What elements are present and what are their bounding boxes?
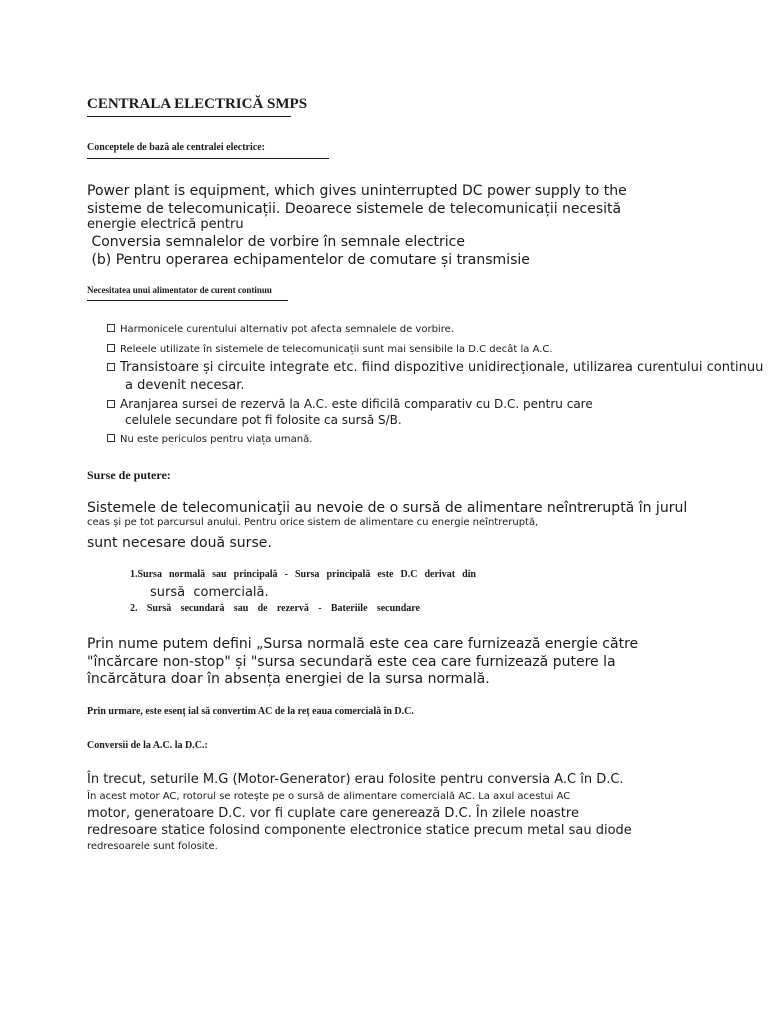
source-item-primary: 1.Sursa normală sau principală - Sursa principală este D.C derivat din — [130, 569, 476, 580]
source-item-continuation: sursă comercială. — [150, 585, 269, 600]
bullet-item-continuation: a devenit necesar. — [125, 378, 245, 393]
checkbox-bullet-icon — [107, 344, 115, 352]
heading-underline — [87, 158, 329, 159]
heading-underline — [87, 300, 288, 301]
bullet-item-continuation: celulele secundare pot fi folosite ca sursă S/B. — [125, 413, 402, 427]
source-item-secondary: 2. Sursă secundară sau de rezervă - Bateriile secundare — [130, 603, 420, 614]
paragraph-line: ceas și pe tot parcursul anului. Pentru orice sistem de alimentare cu energie neîntreruptă, — [87, 517, 539, 528]
list-item: (b) Pentru operarea echipamentelor de comutare și transmisie — [87, 252, 530, 268]
checkbox-bullet-icon — [107, 400, 115, 408]
bullet-item: Aranjarea sursei de rezervă la A.C. este dificilă comparativ cu D.C. pentru care — [107, 397, 593, 411]
paragraph-line: încărcătura doar în absența energiei de la sursa normală. — [87, 671, 490, 687]
bullet-item: Transistoare și circuite integrate etc. fiind dispozitive unidirecționale, utilizarea curentului continuu — [107, 360, 763, 375]
paragraph-line: În trecut, seturile M.G (Motor-Generator) erau folosite pentru conversia A.C în D.C. — [87, 772, 624, 787]
bullet-item: Harmonicele curentului alternativ pot afecta semnalele de vorbire. — [107, 324, 454, 335]
conclusion-line: Prin urmare, este esenț ial să convertim AC de la reț eaua comercială în D.C. — [87, 706, 414, 717]
checkbox-bullet-icon — [107, 324, 115, 332]
paragraph-line: motor, generatoare D.C. vor fi cuplate care generează D.C. În zilele noastre — [87, 806, 579, 821]
section-heading-basic-concepts: Conceptele de bază ale centralei electrice: — [87, 142, 265, 153]
section-heading-power-sources: Surse de putere: — [87, 468, 171, 482]
paragraph-line: Prin nume putem defini „Sursa normală este cea care furnizează energie către — [87, 636, 639, 652]
paragraph-line: sisteme de telecomunicații. Deoarece sistemele de telecomunicații necesită — [87, 201, 622, 217]
paragraph-line: redresoare statice folosind componente electronice statice precum metal sau diode — [87, 823, 632, 838]
checkbox-bullet-icon — [107, 363, 115, 371]
bullet-item: Nu este periculos pentru viața umană. — [107, 434, 312, 445]
checkbox-bullet-icon — [107, 434, 115, 442]
section-heading-ac-dc-conversion: Conversii de la A.C. la D.C.: — [87, 740, 208, 751]
bullet-item: Releele utilizate în sistemele de telecomunicații sunt mai sensibile la D.C decât la A.C. — [107, 344, 553, 355]
paragraph-line: "încărcare non-stop" și "sursa secundară este cea care furnizează putere la — [87, 654, 616, 670]
paragraph-line: sunt necesare două surse. — [87, 535, 272, 551]
paragraph-line: În acest motor AC, rotorul se rotește pe o sursă de alimentare comercială AC. La axul acestui AC — [87, 791, 571, 802]
section-heading-dc-necessity: Necesitatea unui alimentator de curent continuu — [87, 285, 272, 295]
paragraph-line: Power plant is equipment, which gives uninterrupted DC power supply to the — [87, 183, 627, 199]
paragraph-line: redresoarele sunt folosite. — [87, 841, 218, 852]
title-underline — [87, 116, 291, 117]
paragraph-line: Sistemele de telecomunicaţii au nevoie de o sursă de alimentare neîntreruptă în jurul — [87, 500, 688, 516]
paragraph-line: energie electrică pentru — [87, 217, 244, 232]
document-title: CENTRALA ELECTRICĂ SMPS — [87, 96, 308, 112]
list-item: Conversia semnalelor de vorbire în semnale electrice — [87, 234, 465, 250]
